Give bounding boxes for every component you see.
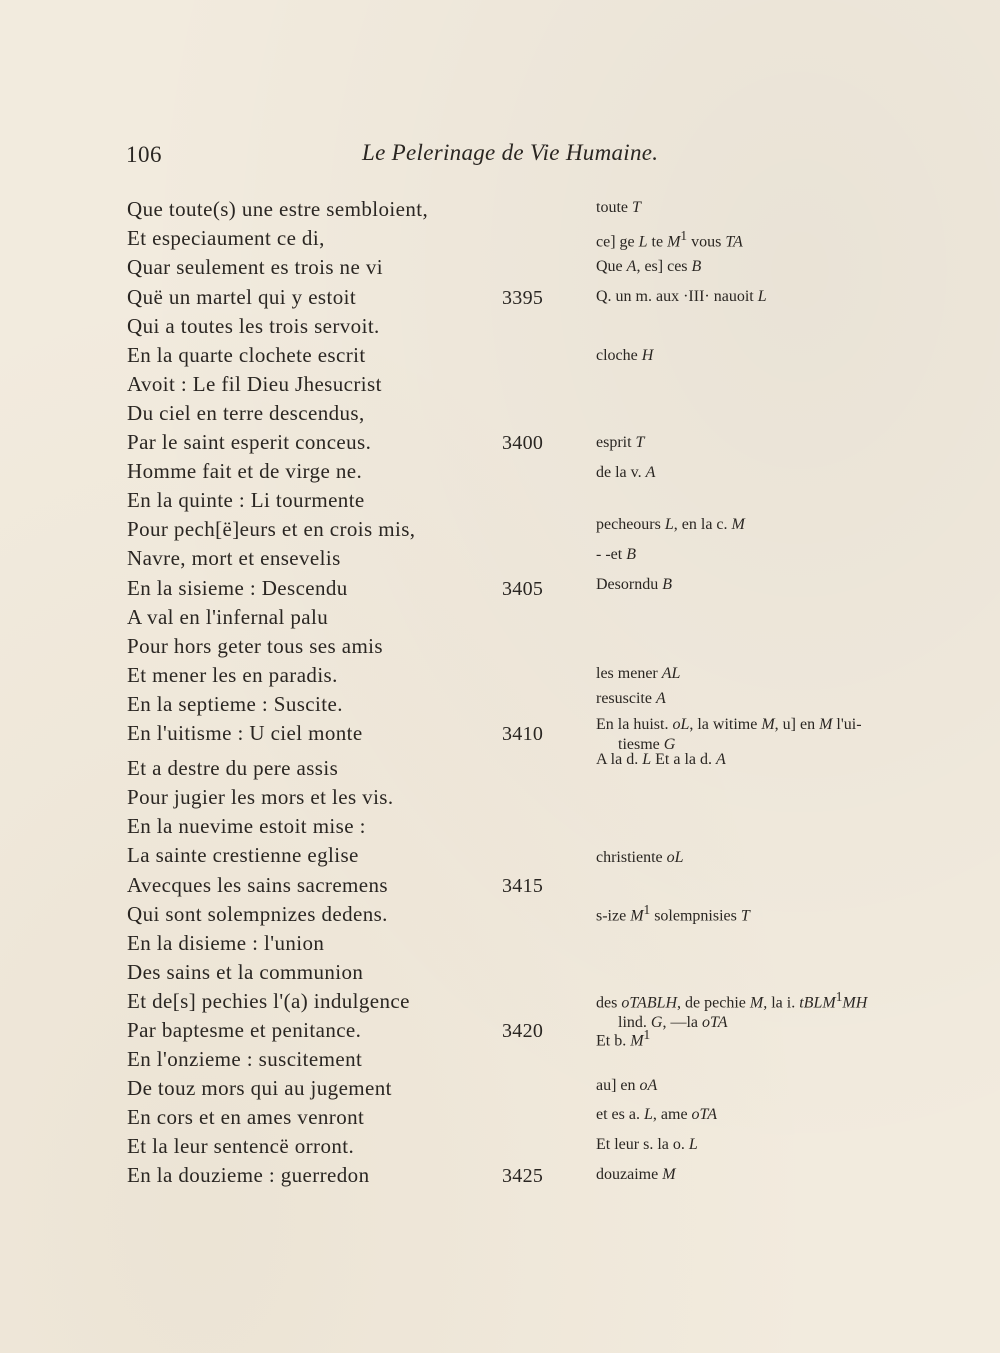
verse-line: Homme fait et de virge ne. [127,459,363,483]
variant-note: et es a. L, ame oTA [596,1106,718,1123]
verse-line: Qui sont solempnizes dedens. [127,902,388,926]
manuscript-siglum: M [819,716,833,733]
verse-line: Avoit : Le fil Dieu Jhesucrist [127,372,382,396]
manuscript-siglum: L [688,1136,698,1153]
verse-line: A val en l'infernal palu [127,605,329,629]
verse-line: En la disieme : l'union [127,931,325,955]
manuscript-siglum: L [664,516,674,533]
verse-line: Du ciel en terre descendus, [127,401,365,425]
verse-line: Et mener les en paradis. [127,663,338,687]
variant-note: douzaime M [596,1166,676,1183]
manuscript-siglum: G [650,1014,663,1032]
variant-note: s-ize $M^1$ solempnisies T [596,902,750,925]
line-number: 3415 [502,875,544,897]
verse-line: Et especiaument ce di, [127,226,325,250]
verse-line: Avecques les sains sacremens [127,873,388,897]
manuscript-siglum: A [626,258,637,275]
verse-line: Pour hors geter tous ses amis [127,634,383,658]
manuscript-siglum: B [662,576,672,593]
variant-note: Q. un m. aux ·III· nauoit L [596,288,767,305]
line-number: 3400 [502,432,544,454]
variant-note: ce] ge L te $M^1$ vous TA [596,228,743,251]
manuscript-siglum: M [630,907,644,925]
manuscript-siglum: T [632,199,641,216]
manuscript-siglum: TA [725,233,743,251]
manuscript-siglum: L [757,288,767,305]
line-number: 3395 [502,287,544,309]
manuscript-siglum: M [630,1032,644,1050]
verse-line: La sainte crestienne eglise [127,843,359,867]
variant-note: pecheours L, en la c. M [596,516,745,533]
verse-line: En la quinte : Li tourmente [127,488,365,512]
manuscript-siglum: A [655,690,666,707]
manuscript-siglum: B [691,258,702,275]
manuscript-siglum: A [645,464,656,481]
manuscript-siglum: H [641,347,654,364]
manuscript-siglum: oTABLH [621,994,678,1012]
manuscript-siglum: L [643,1106,653,1123]
manuscript-siglum: oL [666,849,684,866]
variant-note: Que A, es] ces B [596,258,702,275]
manuscript-siglum: M [749,994,764,1012]
manuscript-siglum: L [638,233,648,251]
manuscript-siglum: L [642,751,652,768]
verse-line: Navre, mort et ensevelis [127,546,341,570]
verse-line: En l'onzieme : suscitement [127,1047,363,1071]
verse-line: Pour pech[ë]eurs et en crois mis, [127,517,416,541]
manuscript-siglum: oA [639,1077,658,1094]
manuscript-siglum: T [635,434,645,451]
verse-line: En la septieme : Suscite. [127,692,343,716]
verse-line: Quë un martel qui y estoit [127,285,357,309]
manuscript-siglum: MH [842,994,868,1012]
verse-line: En la sisieme : Descendu [127,576,348,600]
verse-line: En cors et en ames venront [127,1105,365,1129]
manuscript-siglum: M [731,516,745,533]
line-number: 3405 [502,578,544,600]
variant-note: A la d. L Et a la d. A [596,751,726,768]
manuscript-siglum: oL [672,716,690,733]
verse-line: Par le saint esperit conceus. [127,430,372,454]
verse-line: En la quarte clochete escrit [127,343,366,367]
manuscript-siglum: B [626,546,636,563]
variant-note: Et leur s. la o. L [596,1136,698,1153]
verse-line: Des sains et la communion [127,960,364,984]
manuscript-siglum: oTA [691,1106,718,1123]
variant-note: toute T [596,199,641,216]
manuscript-siglum: A [716,751,726,768]
manuscript-siglum: M [667,233,681,251]
variant-note: resuscite A [596,690,666,707]
manuscript-siglum: M [662,1166,676,1183]
verse-line: Quar seulement es trois ne vi [127,255,383,279]
line-number: 3420 [502,1020,544,1042]
verse-line: Que toute(s) une estre sembloient, [127,197,429,221]
verse-line: De touz mors qui au jugement [127,1076,392,1100]
verse-line: Et a destre du pere assis [127,756,339,780]
page-number: 106 [126,142,162,167]
line-number: 3425 [502,1165,544,1187]
variant-note: En la huist. oL, la witime M, u] en M l'ui- tiesme G [596,716,862,753]
verse-line: Et de[s] pechies l'(a) indulgence [127,989,410,1013]
running-title: Le Pelerinage de Vie Humaine. [362,140,659,165]
verse-line: En la douzieme : guerredon [127,1163,370,1187]
variant-note: de la v. A [596,464,656,481]
variant-note: esprit T [596,434,645,451]
variant-note: cloche H [596,347,654,364]
manuscript-siglum: oTA [702,1014,728,1032]
variant-note: Desorndu B [596,576,672,593]
variant-note: Et b. $M^1$ [596,1027,651,1050]
verse-line: Pour jugier les mors et les vis. [127,785,394,809]
variant-note: christiente oL [596,849,684,866]
manuscript-siglum: M [761,716,775,733]
verse-line: Et la leur sentencë orront. [127,1134,355,1158]
manuscript-siglum: T [740,907,750,925]
manuscript-siglum: G [663,736,676,753]
variant-note: au] en oA [596,1077,658,1094]
manuscript-siglum: AL [661,665,681,682]
verse-line: Qui a toutes les trois servoit. [127,314,380,338]
verse-line: Par baptesme et penitance. [127,1018,362,1042]
variant-note: les mener AL [596,665,681,682]
verse-line: En la nuevime estoit mise : [127,814,366,838]
variant-note: des oTABLH, de pechie M, la i. tBLM$^1$MH lind. G, —la oTA [596,989,868,1032]
variant-note: - -et B [596,546,636,563]
manuscript-siglum: tBLM [799,994,836,1012]
verse-line: En l'uitisme : U ciel monte [127,721,363,745]
line-number: 3410 [502,723,544,745]
